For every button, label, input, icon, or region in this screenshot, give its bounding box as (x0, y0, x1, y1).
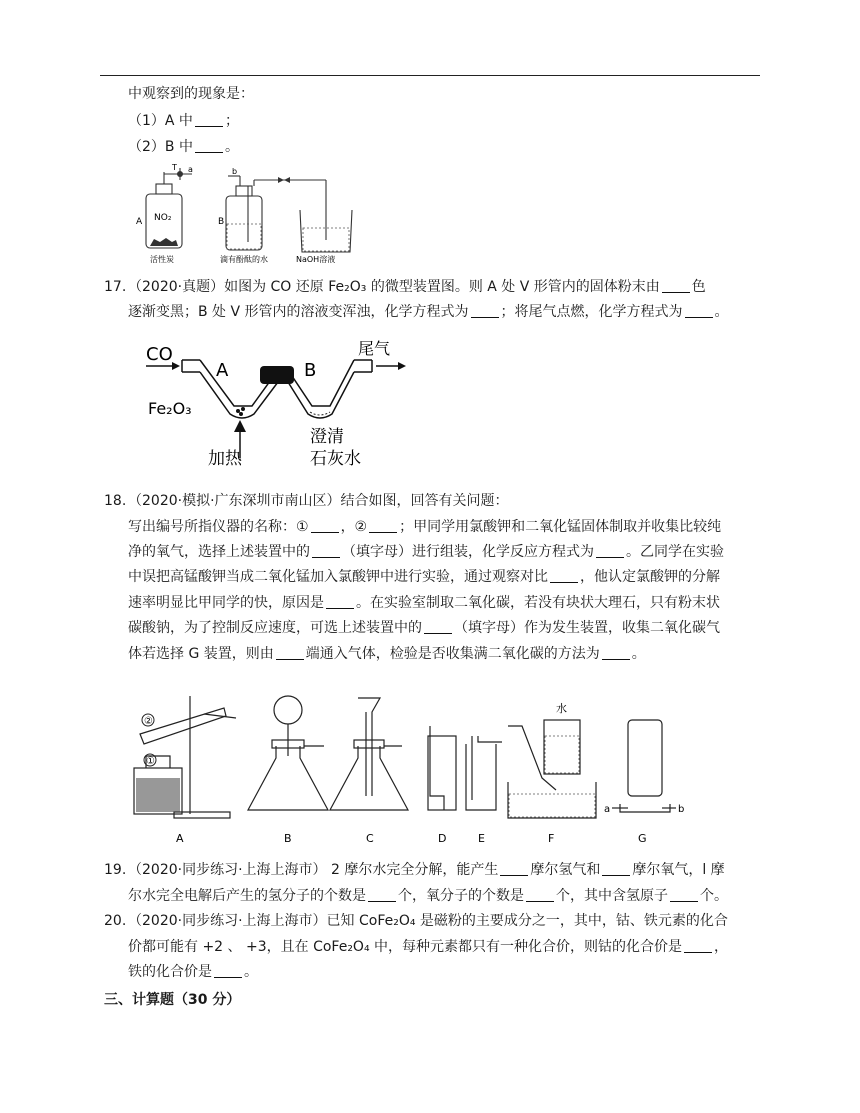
answer-blank[interactable] (195, 138, 223, 153)
answer-blank[interactable] (685, 303, 713, 318)
apparatus-label-d: D (438, 832, 447, 845)
q18-line-1: （2020·模拟·广东深圳市南山区）结合如图，回答有关问题： (128, 493, 509, 509)
q19-number: 19. (104, 862, 127, 878)
label-phenolphthalein-water: 滴有酚酞的水 (220, 255, 268, 264)
label-bottle-a: A (136, 217, 143, 227)
label-circle-1: ① (146, 756, 155, 767)
label-heat: 加热 (208, 449, 242, 469)
q19-line-1: （2020·同步练习·上海上海市） 2 摩尔水完全分解，能产生 摩尔氢气和 摩尔氧气，l 摩 (128, 862, 725, 878)
label-naoh-solution: NaOH溶液 (296, 255, 336, 264)
label-co: CO (146, 344, 173, 365)
label-fe2o3: Fe₂O₃ (148, 399, 192, 418)
q20-number: 20. (104, 913, 127, 929)
q20-line-1: （2020·同步练习·上海上海市）已知 CoFe₂O₄ 是磁粉的主要成分之一，其中，钴、铁元素的化合 (128, 913, 728, 929)
answer-blank[interactable] (276, 645, 304, 660)
label-water: 水 (556, 702, 567, 715)
label-b: B (304, 360, 317, 381)
label-b: b (232, 167, 238, 176)
q18-line-5: 速率明显比甲同学的快，原因是 。在实验室制取二氧化碳，若没有块状大理石，只有粉末状 (128, 595, 720, 611)
answer-blank[interactable] (662, 278, 690, 293)
header-rule (100, 75, 760, 76)
label-a: A (216, 360, 229, 381)
answer-blank[interactable] (326, 594, 354, 609)
answer-blank[interactable] (195, 112, 223, 127)
label-a: a (188, 165, 193, 174)
apparatus-label-e: E (478, 832, 485, 845)
label-circle-2: ② (144, 716, 153, 727)
label-g-a: a (604, 804, 611, 815)
apparatus-label-a: A (176, 832, 184, 845)
answer-blank[interactable] (500, 861, 528, 876)
q18-line-6: 碳酸钠，为了控制反应速度，可选上述装置中的 （填字母）作为发生装置，收集二氧化碳气 (128, 620, 720, 636)
answer-blank[interactable] (214, 963, 242, 978)
answer-blank[interactable] (368, 887, 396, 902)
answer-blank[interactable] (526, 887, 554, 902)
q20-line-3: 铁的化合价是 。 (128, 964, 258, 980)
q16-answer-a: （1）A 中 ； (128, 113, 239, 129)
answer-blank[interactable] (424, 619, 452, 634)
q17-co-reduction-figure (140, 336, 410, 470)
label-t: T (172, 163, 177, 172)
apparatus-label-b: B (284, 832, 292, 845)
label-no2: NO₂ (154, 213, 172, 223)
answer-blank[interactable] (602, 861, 630, 876)
label-tail-gas: 尾气 (358, 339, 391, 358)
answer-blank[interactable] (311, 518, 339, 533)
q17-number: 17. (104, 279, 127, 295)
q16-answer-b: （2）B 中 。 (128, 139, 239, 155)
q19-line-2: 尔水完全电解后产生的氢分子的个数是 个，氧分子的个数是 个，其中含氢原子 个。 (128, 888, 728, 904)
answer-blank[interactable] (312, 543, 340, 558)
q18-apparatus-figure (126, 686, 706, 848)
q18-line-4: 中误把高锰酸钾当成二氧化锰加入氯酸钾中进行实验，通过观察对比 ，他认定氯酸钾的分解 (128, 569, 720, 585)
answer-blank[interactable] (550, 568, 578, 583)
q16-apparatus-figure (128, 162, 368, 264)
label-activated-carbon: 活性炭 (150, 255, 174, 264)
answer-blank[interactable] (602, 645, 630, 660)
section-heading: 三、计算题（30 分） (104, 992, 241, 1008)
q18-line-3: 净的氧气，选择上述装置中的 （填字母）进行组装，化学反应方程式为 。乙同学在实验 (128, 544, 724, 560)
answer-blank[interactable] (369, 518, 397, 533)
apparatus-label-f: F (548, 832, 555, 845)
label-g-b: b (678, 804, 685, 815)
q17-line-2: 逐渐变黑；B 处 V 形管内的溶液变浑浊，化学方程式为 ；将尾气点燃，化学方程式为 。 (128, 304, 729, 320)
q18-line-7: 体若选择 G 装置，则由 端通入气体，检验是否收集满二氧化碳的方法为 。 (128, 646, 646, 662)
answer-blank[interactable] (670, 887, 698, 902)
label-bottle-b: B (218, 217, 225, 227)
apparatus-label-c: C (366, 832, 374, 845)
label-limewater-1: 澄清 (310, 427, 344, 447)
answer-blank[interactable] (684, 938, 712, 953)
q18-number: 18. (104, 493, 127, 509)
q16-intro: 中观察到的现象是： (128, 86, 254, 102)
q17-line-1: （2020·真题）如图为 CO 还原 Fe₂O₃ 的微型装置图。则 A 处 V 形管内的固体粉末由 色 (128, 279, 706, 295)
q18-line-2: 写出编号所指仪器的名称：① ，② ；甲同学用氯酸钾和二氧化锰固体制取并收集比较纯 (128, 519, 722, 535)
apparatus-label-g: G (638, 832, 647, 845)
label-limewater-2: 石灰水 (310, 449, 361, 469)
q20-line-2: 价都可能有 +2 、 +3，且在 CoFe₂O₄ 中，每种元素都只有一种化合价，则钴的化合价是 ， (128, 939, 729, 955)
answer-blank[interactable] (471, 303, 499, 318)
answer-blank[interactable] (596, 543, 624, 558)
